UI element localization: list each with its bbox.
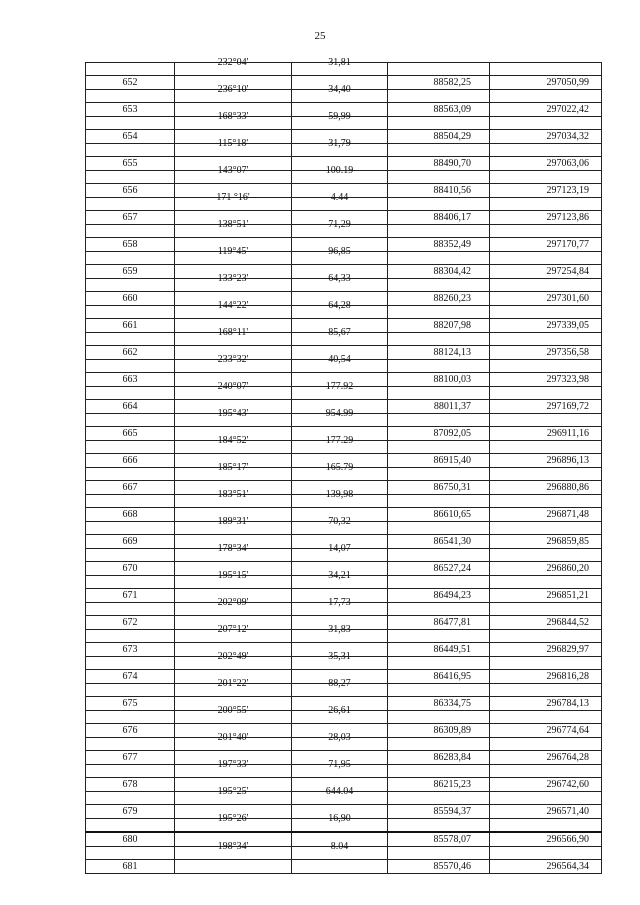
x-coordinate-cell: 86750,31	[388, 481, 490, 495]
direction-angle-cell: 184°52'	[175, 435, 292, 448]
point-number-cell: 681	[86, 860, 175, 874]
segment-row	[86, 630, 602, 643]
point-row	[86, 860, 602, 874]
point-number-cell	[86, 333, 175, 346]
point-number-cell	[86, 63, 175, 76]
x-coordinate-cell: 85578,07	[388, 832, 490, 847]
direction-angle-cell: 183°51'	[175, 489, 292, 502]
segment-row	[86, 441, 602, 454]
y-coordinate-cell: 296816,28	[490, 670, 602, 684]
segment-row	[86, 63, 602, 76]
x-coordinate-cell	[388, 549, 490, 562]
direction-angle-cell: 236°10'	[175, 84, 292, 97]
distance-cell: 8.04	[292, 841, 388, 854]
x-coordinate-cell: 88406,17	[388, 211, 490, 225]
direction-angle-cell: 200°55'	[175, 705, 292, 718]
point-number-cell	[86, 306, 175, 319]
distance-cell	[292, 860, 388, 874]
distance-cell: 177.92	[292, 381, 388, 394]
x-coordinate-cell	[388, 225, 490, 238]
point-number-cell	[86, 630, 175, 643]
distance-cell: 70,32	[292, 516, 388, 529]
direction-angle-cell: 143°07'	[175, 165, 292, 178]
distance-cell: 71,29	[292, 219, 388, 232]
y-coordinate-cell: 296871,48	[490, 508, 602, 522]
segment-row	[86, 360, 602, 373]
distance-cell: 64,33	[292, 273, 388, 286]
distance-cell: 31,81	[292, 57, 388, 70]
point-number-cell: 678	[86, 778, 175, 792]
y-coordinate-cell: 296742,60	[490, 778, 602, 792]
point-number-cell: 680	[86, 832, 175, 847]
segment-row	[86, 657, 602, 670]
x-coordinate-cell	[388, 468, 490, 481]
distance-cell: 34,21	[292, 570, 388, 583]
y-coordinate-cell	[490, 387, 602, 400]
point-number-cell: 677	[86, 751, 175, 765]
y-coordinate-cell	[490, 441, 602, 454]
segment-row	[86, 522, 602, 535]
direction-angle-cell: 232°04'	[175, 57, 292, 70]
point-number-cell	[86, 198, 175, 211]
direction-angle-cell: 233°32'	[175, 354, 292, 367]
y-coordinate-cell	[490, 657, 602, 670]
distance-cell: 64,28	[292, 300, 388, 313]
point-number-cell	[86, 117, 175, 130]
segment-row	[86, 144, 602, 157]
point-number-cell	[86, 414, 175, 427]
segment-row	[86, 198, 602, 211]
x-coordinate-cell: 86215,23	[388, 778, 490, 792]
x-coordinate-cell: 86915,40	[388, 454, 490, 468]
page-number: 25	[314, 30, 326, 42]
point-number-cell: 653	[86, 103, 175, 117]
y-coordinate-cell	[490, 765, 602, 778]
y-coordinate-cell: 296860,20	[490, 562, 602, 576]
distance-cell: 17,73	[292, 597, 388, 610]
point-number-cell	[86, 847, 175, 860]
point-number-cell	[86, 603, 175, 616]
distance-cell: 85,67	[292, 327, 388, 340]
point-number-cell: 666	[86, 454, 175, 468]
y-coordinate-cell	[490, 576, 602, 589]
segment-row	[86, 576, 602, 589]
x-coordinate-cell: 88582,25	[388, 76, 490, 90]
segment-row	[86, 117, 602, 130]
x-coordinate-cell: 86334,75	[388, 697, 490, 711]
segment-row	[86, 279, 602, 292]
point-number-cell: 655	[86, 157, 175, 171]
point-number-cell	[86, 144, 175, 157]
direction-angle-cell: 115°18'	[175, 138, 292, 151]
x-coordinate-cell: 88124,13	[388, 346, 490, 360]
direction-angle-cell	[175, 860, 292, 874]
direction-angle-cell: 195°15'	[175, 570, 292, 583]
x-coordinate-cell	[388, 576, 490, 589]
y-coordinate-cell	[490, 738, 602, 751]
y-coordinate-cell	[490, 792, 602, 805]
y-coordinate-cell: 297356,58	[490, 346, 602, 360]
x-coordinate-cell: 88011,37	[388, 400, 490, 414]
y-coordinate-cell: 297254,84	[490, 265, 602, 279]
x-coordinate-cell: 88100,03	[388, 373, 490, 387]
y-coordinate-cell: 297022,42	[490, 103, 602, 117]
distance-cell: 14,07	[292, 543, 388, 556]
point-number-cell: 679	[86, 805, 175, 819]
point-number-cell: 659	[86, 265, 175, 279]
point-number-cell: 654	[86, 130, 175, 144]
y-coordinate-cell	[490, 684, 602, 697]
point-number-cell: 658	[86, 238, 175, 252]
x-coordinate-cell	[388, 657, 490, 670]
y-coordinate-cell: 297123,86	[490, 211, 602, 225]
direction-angle-cell: 202°09'	[175, 597, 292, 610]
distance-cell: 28,03	[292, 732, 388, 745]
x-coordinate-cell: 88260,23	[388, 292, 490, 306]
y-coordinate-cell: 296844,52	[490, 616, 602, 630]
y-coordinate-cell	[490, 198, 602, 211]
distance-cell: 31,79	[292, 138, 388, 151]
point-number-cell: 674	[86, 670, 175, 684]
point-number-cell	[86, 657, 175, 670]
direction-angle-cell: 201°40'	[175, 732, 292, 745]
segment-row	[86, 711, 602, 724]
x-coordinate-cell	[388, 360, 490, 373]
direction-angle-cell: 201°22'	[175, 678, 292, 691]
y-coordinate-cell: 296859,85	[490, 535, 602, 549]
distance-cell: 4.44	[292, 192, 388, 205]
y-coordinate-cell	[490, 279, 602, 292]
point-number-cell: 668	[86, 508, 175, 522]
distance-cell: 96,85	[292, 246, 388, 259]
point-number-cell	[86, 684, 175, 697]
point-number-cell	[86, 225, 175, 238]
y-coordinate-cell: 296571,40	[490, 805, 602, 819]
direction-angle-cell: 144°22'	[175, 300, 292, 313]
direction-angle-cell: 178°34'	[175, 543, 292, 556]
segment-row	[86, 792, 602, 805]
y-coordinate-cell	[490, 522, 602, 535]
x-coordinate-cell: 87092,05	[388, 427, 490, 441]
point-number-cell: 676	[86, 724, 175, 738]
x-coordinate-cell: 86283,84	[388, 751, 490, 765]
x-coordinate-cell: 86449,51	[388, 643, 490, 657]
y-coordinate-cell: 297123,19	[490, 184, 602, 198]
direction-angle-cell: 171 °16'	[175, 192, 292, 205]
x-coordinate-cell: 86541,30	[388, 535, 490, 549]
x-coordinate-cell: 86477,81	[388, 616, 490, 630]
y-coordinate-cell: 297301,60	[490, 292, 602, 306]
distance-cell: 16,90	[292, 813, 388, 827]
segment-row	[86, 171, 602, 184]
x-coordinate-cell: 88304,42	[388, 265, 490, 279]
point-number-cell: 667	[86, 481, 175, 495]
segment-row	[86, 765, 602, 778]
x-coordinate-cell	[388, 414, 490, 427]
coordinates-table-body	[86, 57, 602, 874]
point-number-cell: 675	[86, 697, 175, 711]
segment-row	[86, 333, 602, 346]
y-coordinate-cell	[490, 603, 602, 616]
x-coordinate-cell	[388, 792, 490, 805]
point-number-cell: 664	[86, 400, 175, 414]
point-number-cell: 672	[86, 616, 175, 630]
segment-row	[86, 252, 602, 265]
direction-angle-cell: 189°31'	[175, 516, 292, 529]
point-number-cell	[86, 441, 175, 454]
point-number-cell: 671	[86, 589, 175, 603]
y-coordinate-cell: 296784,13	[490, 697, 602, 711]
segment-row	[86, 468, 602, 481]
distance-cell: 26,61	[292, 705, 388, 718]
y-coordinate-cell	[490, 847, 602, 860]
x-coordinate-cell: 88504,29	[388, 130, 490, 144]
y-coordinate-cell: 297170,77	[490, 238, 602, 252]
x-coordinate-cell: 85570,46	[388, 860, 490, 874]
y-coordinate-cell: 296566,90	[490, 832, 602, 847]
x-coordinate-cell	[388, 819, 490, 833]
x-coordinate-cell	[388, 117, 490, 130]
direction-angle-cell: 133°23'	[175, 273, 292, 286]
direction-angle-cell: 119°45'	[175, 246, 292, 259]
y-coordinate-cell: 296896,13	[490, 454, 602, 468]
distance-cell: 40,54	[292, 354, 388, 367]
x-coordinate-cell: 88352,49	[388, 238, 490, 252]
y-coordinate-cell: 296564,34	[490, 860, 602, 874]
distance-cell: 177.29	[292, 435, 388, 448]
x-coordinate-cell	[388, 144, 490, 157]
segment-row	[86, 387, 602, 400]
y-coordinate-cell	[490, 711, 602, 724]
distance-cell: 59,99	[292, 111, 388, 124]
distance-cell: 954.99	[292, 408, 388, 421]
y-coordinate-cell	[490, 63, 602, 76]
x-coordinate-cell	[388, 765, 490, 778]
point-number-cell: 673	[86, 643, 175, 657]
distance-cell: 644.04	[292, 786, 388, 799]
direction-angle-cell: 240°07'	[175, 381, 292, 394]
point-number-cell: 660	[86, 292, 175, 306]
point-number-cell	[86, 792, 175, 805]
point-number-cell: 663	[86, 373, 175, 387]
x-coordinate-cell	[388, 441, 490, 454]
y-coordinate-cell: 297323,98	[490, 373, 602, 387]
point-number-cell	[86, 279, 175, 292]
x-coordinate-cell	[388, 333, 490, 346]
y-coordinate-cell: 296764,28	[490, 751, 602, 765]
point-number-cell	[86, 711, 175, 724]
x-coordinate-cell: 88563,09	[388, 103, 490, 117]
x-coordinate-cell	[388, 711, 490, 724]
direction-angle-cell: 168°11'	[175, 327, 292, 340]
point-number-cell	[86, 252, 175, 265]
y-coordinate-cell	[490, 117, 602, 130]
point-number-cell: 656	[86, 184, 175, 198]
point-number-cell: 661	[86, 319, 175, 333]
x-coordinate-cell: 86494,23	[388, 589, 490, 603]
point-number-cell	[86, 549, 175, 562]
point-number-cell	[86, 522, 175, 535]
segment-row	[86, 306, 602, 319]
x-coordinate-cell: 88207,98	[388, 319, 490, 333]
point-number-cell: 657	[86, 211, 175, 225]
y-coordinate-cell	[490, 90, 602, 103]
point-number-cell: 665	[86, 427, 175, 441]
x-coordinate-cell	[388, 306, 490, 319]
x-coordinate-cell	[388, 90, 490, 103]
segment-row	[86, 225, 602, 238]
distance-cell: 165.79	[292, 462, 388, 475]
x-coordinate-cell	[388, 738, 490, 751]
y-coordinate-cell: 297063,06	[490, 157, 602, 171]
y-coordinate-cell	[490, 468, 602, 481]
y-coordinate-cell	[490, 171, 602, 184]
y-coordinate-cell	[490, 549, 602, 562]
distance-cell: 71,95	[292, 759, 388, 772]
y-coordinate-cell: 296880,86	[490, 481, 602, 495]
x-coordinate-cell	[388, 847, 490, 860]
x-coordinate-cell	[388, 63, 490, 76]
y-coordinate-cell	[490, 819, 602, 833]
y-coordinate-cell: 297339,05	[490, 319, 602, 333]
point-number-cell	[86, 819, 175, 833]
direction-angle-cell: 168°33'	[175, 111, 292, 124]
segment-row	[86, 738, 602, 751]
direction-angle-cell: 198°34'	[175, 841, 292, 854]
y-coordinate-cell	[490, 306, 602, 319]
direction-angle-cell: 207°12'	[175, 624, 292, 637]
y-coordinate-cell	[490, 144, 602, 157]
y-coordinate-cell: 297034,32	[490, 130, 602, 144]
y-coordinate-cell: 297050,99	[490, 76, 602, 90]
x-coordinate-cell: 86416,95	[388, 670, 490, 684]
point-number-cell	[86, 765, 175, 778]
point-number-cell: 669	[86, 535, 175, 549]
y-coordinate-cell	[490, 414, 602, 427]
y-coordinate-cell: 296829,97	[490, 643, 602, 657]
y-coordinate-cell	[490, 333, 602, 346]
x-coordinate-cell	[388, 171, 490, 184]
direction-angle-cell: 197°33'	[175, 759, 292, 772]
segment-row	[86, 603, 602, 616]
direction-angle-cell: 195°26'	[175, 813, 292, 827]
segment-row	[86, 414, 602, 427]
distance-cell: 31,83	[292, 624, 388, 637]
y-coordinate-cell: 296911,16	[490, 427, 602, 441]
x-coordinate-cell	[388, 630, 490, 643]
x-coordinate-cell: 85594,37	[388, 805, 490, 819]
x-coordinate-cell	[388, 387, 490, 400]
distance-cell: 139,98	[292, 489, 388, 502]
direction-angle-cell: 195°43'	[175, 408, 292, 421]
segment-row	[86, 90, 602, 103]
y-coordinate-cell: 296774,64	[490, 724, 602, 738]
x-coordinate-cell: 86309,89	[388, 724, 490, 738]
direction-angle-cell: 195°25'	[175, 786, 292, 799]
point-number-cell	[86, 738, 175, 751]
point-number-cell: 662	[86, 346, 175, 360]
point-number-cell	[86, 360, 175, 373]
segment-row	[86, 684, 602, 697]
segment-row	[86, 549, 602, 562]
point-number-cell	[86, 576, 175, 589]
direction-angle-cell: 138°51'	[175, 219, 292, 232]
direction-angle-cell: 185°17'	[175, 462, 292, 475]
distance-cell: 88,27	[292, 678, 388, 691]
point-number-cell	[86, 90, 175, 103]
point-number-cell	[86, 468, 175, 481]
y-coordinate-cell	[490, 630, 602, 643]
y-coordinate-cell	[490, 495, 602, 508]
x-coordinate-cell	[388, 603, 490, 616]
distance-cell: 35,31	[292, 651, 388, 664]
x-coordinate-cell	[388, 522, 490, 535]
point-number-cell	[86, 171, 175, 184]
point-number-cell	[86, 495, 175, 508]
distance-cell: 34,40	[292, 84, 388, 97]
y-coordinate-cell	[490, 225, 602, 238]
direction-angle-cell: 202°49'	[175, 651, 292, 664]
x-coordinate-cell	[388, 684, 490, 697]
x-coordinate-cell: 86610,65	[388, 508, 490, 522]
point-number-cell: 652	[86, 76, 175, 90]
y-coordinate-cell	[490, 252, 602, 265]
x-coordinate-cell	[388, 252, 490, 265]
x-coordinate-cell: 86527,24	[388, 562, 490, 576]
x-coordinate-cell: 88490,70	[388, 157, 490, 171]
segment-row	[86, 495, 602, 508]
point-number-cell: 670	[86, 562, 175, 576]
x-coordinate-cell	[388, 279, 490, 292]
segment-row	[86, 847, 602, 860]
x-coordinate-cell	[388, 495, 490, 508]
segment-row	[86, 819, 602, 833]
y-coordinate-cell: 296851,21	[490, 589, 602, 603]
y-coordinate-cell	[490, 360, 602, 373]
point-number-cell	[86, 387, 175, 400]
distance-cell: 100.19	[292, 165, 388, 178]
x-coordinate-cell: 88410,56	[388, 184, 490, 198]
x-coordinate-cell	[388, 198, 490, 211]
coordinates-table	[85, 57, 602, 874]
y-coordinate-cell: 297169,72	[490, 400, 602, 414]
